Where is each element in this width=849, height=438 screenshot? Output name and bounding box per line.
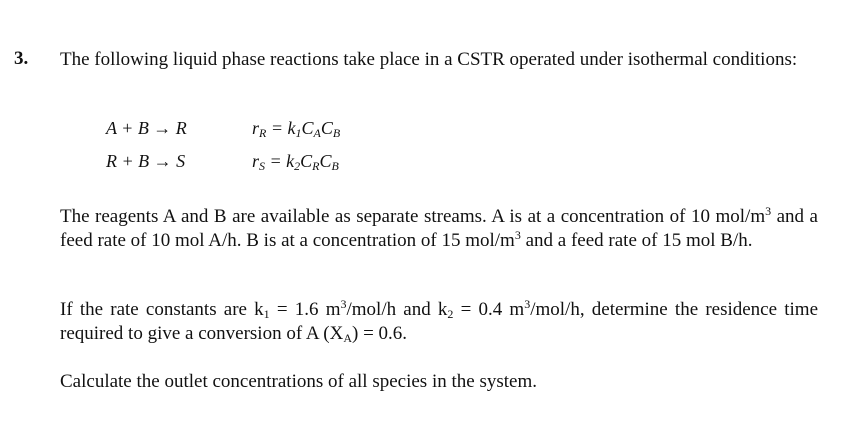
reaction-1-equation: A + B → R — [106, 118, 187, 138]
rate-constants-paragraph: If the rate constants are $k_1 = 1.6$ $m^3/mol/h$ and $k_2 = 0.4$ $m^3/mol/h$, determine the residence time required to give a conversion of A $(X_A) = 0.6$. — [60, 297, 818, 345]
final-instruction: Calculate the outlet concentrations of all species in the system. — [60, 371, 537, 392]
intro-paragraph: The following liquid phase reactions take place in a CSTR operated under isothermal conditions: — [60, 49, 798, 70]
feed-paragraph: The reagents A and B are available as separate streams. A is at a concentration of 10 mol/$m^3$ and a feed rate of 10 mol A/h. B is at a concentration of 15 mol/$m^3$ and a feed rate of 15 mol B/h. — [60, 204, 818, 251]
question-number: 3. — [14, 48, 29, 69]
reaction-2-rate-law: $r_S = k_2C_RC_B$ — [252, 151, 339, 173]
reaction-2-equation: R + B → S — [106, 151, 186, 171]
reaction-1-rate-law: $r_R = k_1C_AC_B$ — [252, 118, 341, 140]
